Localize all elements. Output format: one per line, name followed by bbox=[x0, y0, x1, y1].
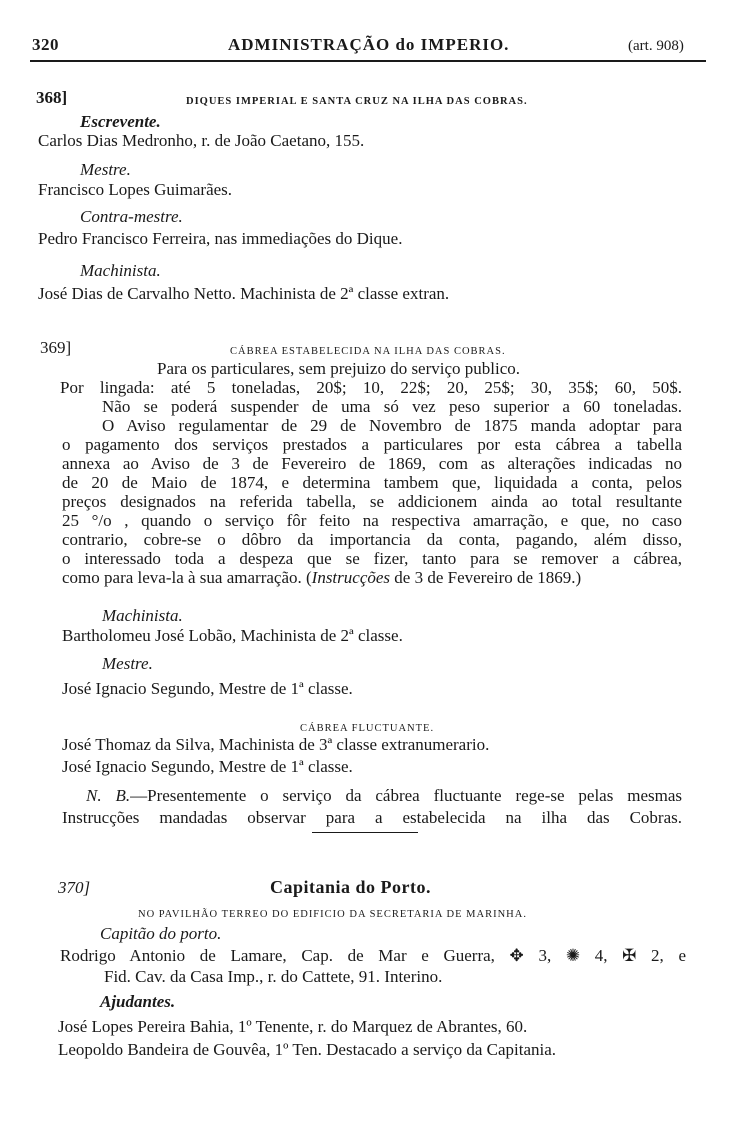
article-ref: (art. 908) bbox=[628, 38, 684, 54]
text: de 3 de Fevereiro de 1869.) bbox=[390, 568, 582, 587]
section-number: 369] bbox=[40, 338, 72, 357]
entry-text: Pedro Francisco Ferreira, nas immediações do Dique. bbox=[38, 229, 403, 248]
note-line: Instrucções mandadas observar para a estabelecida na ilha das Cobras. bbox=[62, 808, 682, 827]
note-label: N. B. bbox=[86, 786, 131, 805]
paragraph-line: annexa ao Aviso de 3 de Fevereiro de 1869, com as alterações indicadas no bbox=[62, 454, 682, 473]
role-label: Mestre. bbox=[102, 654, 153, 673]
section-heading: CÁBREA ESTABELECIDA NA ILHA DAS COBRAS. bbox=[230, 346, 506, 357]
text: como para leva-la à sua amarração. ( bbox=[62, 568, 312, 587]
section-divider bbox=[312, 832, 418, 833]
running-title: ADMINISTRAÇÃO do IMPERIO. bbox=[228, 35, 510, 54]
paragraph-line: o interessado toda a despeza que se fizer, tanto para se remover a cábrea, bbox=[62, 549, 682, 568]
role-label: Capitão do porto. bbox=[100, 924, 222, 943]
entry-text: Carlos Dias Medronho, r. de João Caetano, 155. bbox=[38, 131, 365, 150]
entry-text: Leopoldo Bandeira de Gouvêa, 1º Ten. Destacado a serviço da Capitania. bbox=[58, 1040, 557, 1059]
paragraph-line: Não se poderá suspender de uma só vez peso superior a 60 toneladas. bbox=[102, 397, 682, 416]
paragraph-line: Por lingada: até 5 toneladas, 20$; 10, 22$; 20, 25$; 30, 35$; 60, 50$. bbox=[60, 378, 682, 397]
paragraph-line: o pagamento dos serviços prestados a particulares por esta cábrea a tabella bbox=[62, 435, 682, 454]
section-number: 370] bbox=[58, 878, 91, 897]
note-line bbox=[86, 786, 682, 806]
role-label: Machinista. bbox=[80, 261, 161, 280]
page-number: 320 bbox=[32, 35, 59, 54]
entry-text: Rodrigo Antonio de Lamare, Cap. de Mar e Guerra, ✥ 3, ✺ 4, ✠ 2, e bbox=[60, 946, 686, 965]
entry-text: José Lopes Pereira Bahia, 1º Tenente, r. do Marquez de Abrantes, 60. bbox=[58, 1017, 528, 1036]
paragraph-line: Para os particulares, sem prejuizo do serviço publico. bbox=[157, 359, 521, 378]
entry-text: José Dias de Carvalho Netto. Machinista de 2ª classe extran. bbox=[38, 284, 450, 303]
paragraph-line: de 20 de Maio de 1874, e determina tambem que, liquidada a conta, pelos bbox=[62, 473, 682, 492]
role-label: Escrevente. bbox=[80, 112, 161, 131]
paragraph-line: 25 °/o , quando o serviço fôr feito na respectiva amarração, e que, no caso bbox=[62, 511, 682, 530]
entry-text: Francisco Lopes Guimarães. bbox=[38, 180, 233, 199]
entry-text: José Thomaz da Silva, Machinista de 3ª classe extranumerario. bbox=[62, 735, 490, 754]
paragraph-line: contrario, cobre-se o dôbro da importancia da conta, pagando, além disso, bbox=[62, 530, 682, 549]
text: —Presentemente o serviço da cábrea fluctuante rege-se pelas mesmas bbox=[130, 786, 682, 805]
section-heading: Capitania do Porto. bbox=[270, 877, 432, 897]
paragraph-line: O Aviso regulamentar de 29 de Novembro de 1875 manda adoptar para bbox=[102, 416, 682, 435]
section-number: 368] bbox=[36, 88, 68, 107]
entry-text: Fid. Cav. da Casa Imp., r. do Cattete, 91. Interino. bbox=[104, 967, 443, 986]
paragraph-line: preços designados na referida tabella, se addicionem ainda ao total resultante bbox=[62, 492, 682, 511]
header-rule bbox=[30, 60, 706, 62]
role-label: Contra-mestre. bbox=[80, 207, 183, 226]
entry-text: Bartholomeu José Lobão, Machinista de 2ª classe. bbox=[62, 626, 403, 645]
citation: Instrucções bbox=[311, 568, 391, 587]
paragraph-line bbox=[62, 568, 581, 588]
role-label: Ajudantes. bbox=[100, 992, 176, 1011]
section-subheading: NO PAVILHÃO TERREO DO EDIFICIO DA SECRETARIA DE MARINHA. bbox=[138, 909, 527, 920]
entry-text: José Ignacio Segundo, Mestre de 1ª classe. bbox=[62, 757, 353, 776]
entry-text: José Ignacio Segundo, Mestre de 1ª classe. bbox=[62, 679, 353, 698]
role-label: Mestre. bbox=[80, 160, 131, 179]
role-label: Machinista. bbox=[102, 606, 183, 625]
section-heading: DIQUES IMPERIAL E SANTA CRUZ NA ILHA DAS COBRAS. bbox=[186, 96, 528, 107]
sub-heading: CÁBREA FLUCTUANTE. bbox=[300, 723, 435, 734]
